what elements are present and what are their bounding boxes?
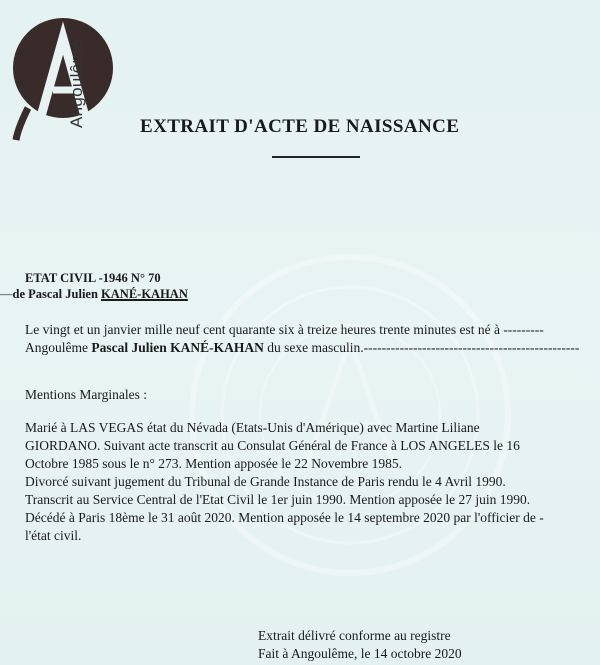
birth-statement-line-2	[25, 340, 579, 356]
birth-sex: du sexe masculin.------------------------------------------------	[263, 340, 580, 355]
mention-line: Divorcé suivant jugement du Tribunal de Grande Instance de Paris rendu le 4 Avril 1990.	[25, 474, 506, 489]
birth-subject-name: Pascal Julien KANÉ-KAHAN	[91, 340, 264, 355]
logo-wordmark: Angoulême	[67, 39, 86, 128]
title-underline	[272, 156, 360, 158]
mention-line: l'état civil.	[25, 528, 82, 543]
birth-place: Angoulême	[25, 340, 92, 355]
subject-surname: KANÉ-KAHAN	[101, 287, 188, 301]
mention-line: Transcrit au Service Central de l'Etat Civil le 1er juin 1990. Mention apposée le 27 juin 1990.	[25, 492, 531, 507]
mention-line: GIORDANO. Suivant acte transcrit au Consulat Général de France à LOS ANGELES le 16	[25, 438, 520, 453]
leading-dash: —	[0, 287, 13, 301]
document-title: EXTRAIT D'ACTE DE NAISSANCE	[140, 116, 460, 137]
de-prefix: de Pascal Julien	[12, 287, 102, 301]
mention-line: Décédé à Paris 18ème le 31 août 2020. Mention apposée le 14 septembre 2020 par l'officier de -	[25, 510, 544, 525]
watermark-seal-icon	[185, 250, 515, 580]
mentions-heading: Mentions Marginales :	[25, 387, 147, 402]
issue-place-date: Fait à Angoulême, le 14 octobre 2020	[258, 646, 462, 661]
subject-name-line	[0, 287, 188, 302]
mention-line: Octobre 1985 sous le n° 273. Mention apposée le 22 Novembre 1985.	[25, 456, 402, 471]
certification-line: Extrait délivré conforme au registre	[258, 628, 451, 643]
etat-civil-reference: ETAT CIVIL -1946 N° 70	[25, 271, 161, 285]
birth-statement-line-1: Le vingt et un janvier mille neuf cent quarante six à treize heures trente minutes est né à ---------	[25, 322, 544, 337]
angouleme-logo-icon	[8, 8, 118, 143]
mention-line: Marié à LAS VEGAS état du Névada (Etats-Unis d'Amérique) avec Martine Liliane	[25, 420, 480, 435]
